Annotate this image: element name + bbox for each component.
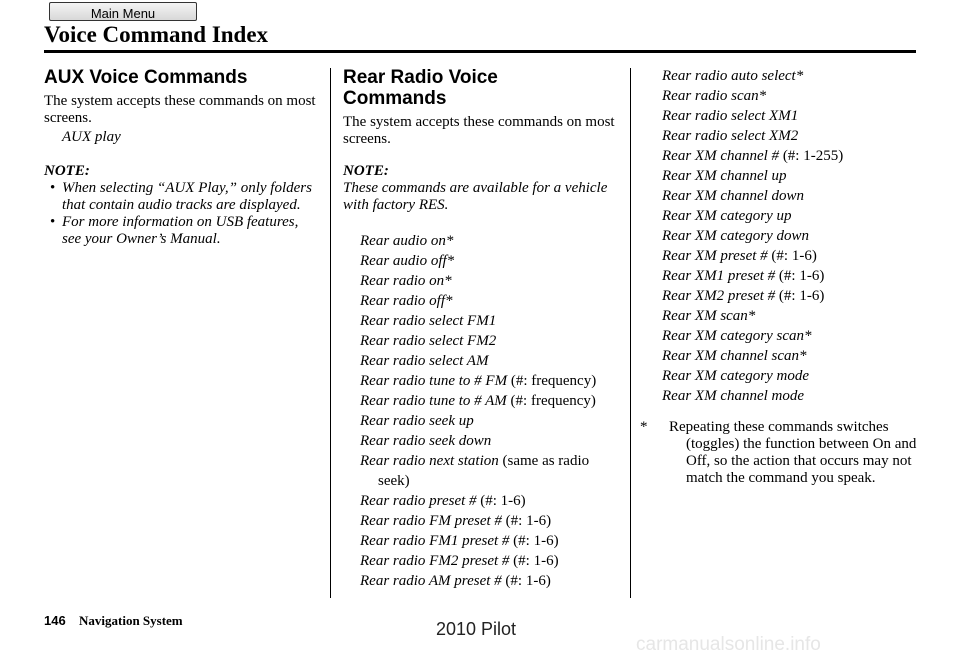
command-text: Rear XM category scan* — [662, 328, 812, 344]
rear-radio-note-text: These commands are available for a vehicle with factory RES. — [343, 180, 608, 213]
command-text: Rear XM category mode — [662, 368, 810, 384]
command-text: Rear audio on* — [360, 233, 454, 249]
command-text: Rear radio preset # — [360, 493, 477, 509]
command-item — [360, 331, 623, 351]
command-item — [360, 431, 623, 451]
command-item — [360, 551, 623, 571]
command-note: (#: frequency) — [507, 373, 597, 389]
column-divider-2 — [630, 68, 631, 598]
command-item — [662, 86, 930, 106]
aux-command: AUX play — [62, 129, 121, 145]
command-note: (#: 1-255) — [779, 148, 844, 164]
command-item — [360, 451, 623, 491]
command-item — [662, 66, 930, 86]
command-item — [360, 351, 623, 371]
command-text: Rear radio seek up — [360, 413, 474, 429]
command-item — [662, 226, 930, 246]
main-menu-button[interactable]: Main Menu — [49, 2, 197, 21]
rear-radio-heading-line1: Rear Radio Voice — [343, 67, 498, 88]
column-divider-1 — [330, 68, 331, 598]
command-item — [360, 491, 623, 511]
command-text: Rear XM channel up — [662, 168, 787, 184]
site-watermark: carmanualsonline.info — [636, 634, 821, 655]
command-item — [662, 346, 930, 366]
rear-radio-heading — [343, 67, 623, 109]
command-text: Rear radio off* — [360, 293, 453, 309]
command-text: Rear radio select FM1 — [360, 313, 497, 329]
command-text: Rear radio tune to # AM — [360, 393, 507, 409]
command-text: Rear radio scan* — [662, 88, 767, 104]
command-item — [360, 391, 623, 411]
command-text: Rear audio off* — [360, 253, 455, 269]
command-item — [360, 411, 623, 431]
command-item — [360, 311, 623, 331]
command-item — [662, 306, 930, 326]
command-text: Rear radio select XM1 — [662, 108, 799, 124]
command-text: Rear radio FM preset # — [360, 513, 502, 529]
aux-note-item: • When selecting “AUX Play,” only folders that contain audio tracks are displayed. — [44, 180, 320, 214]
title-divider — [44, 50, 916, 53]
command-text: Rear radio AM preset # — [360, 573, 502, 589]
command-text: Rear radio seek down — [360, 433, 492, 449]
command-text: Rear XM category down — [662, 228, 810, 244]
aux-notes-list — [44, 180, 320, 248]
command-text: Rear radio FM1 preset # — [360, 533, 510, 549]
command-item — [360, 571, 623, 591]
command-text: Rear XM preset # — [662, 248, 768, 264]
command-item — [662, 366, 930, 386]
rear-radio-heading-line2: Commands — [343, 88, 447, 109]
command-text: Rear XM channel down — [662, 188, 805, 204]
footnote-mark: * — [640, 419, 648, 435]
command-text: Rear XM scan* — [662, 308, 756, 324]
command-text: Rear XM channel scan* — [662, 348, 807, 364]
command-item — [662, 386, 930, 406]
rear-radio-note-label: NOTE: — [343, 163, 389, 179]
command-note: (#: 1-6) — [767, 248, 817, 264]
command-item — [662, 246, 930, 266]
aux-section — [44, 62, 320, 248]
page-title: Voice Command Index — [44, 22, 269, 47]
command-item — [360, 271, 623, 291]
command-text: Rear radio select XM2 — [662, 128, 799, 144]
command-text: Rear radio next station — [360, 453, 499, 469]
command-text: Rear XM channel mode — [662, 388, 805, 404]
command-text: Rear XM channel # — [662, 148, 780, 164]
page-label: Navigation System — [79, 613, 183, 628]
command-item — [360, 291, 623, 311]
command-note: (#: 1-6) — [476, 493, 526, 509]
command-item — [662, 206, 930, 226]
command-item — [662, 326, 930, 346]
command-note: (#: frequency) — [506, 393, 596, 409]
command-text: Rear radio select FM2 — [360, 333, 497, 349]
command-note: (#: 1-6) — [501, 513, 552, 529]
command-item — [662, 106, 930, 126]
command-note: (same as radio seek) — [378, 453, 590, 489]
command-item — [360, 251, 623, 271]
command-text: Rear XM1 preset # — [662, 268, 776, 284]
aux-intro: The system accepts these commands on most screens. — [44, 93, 316, 126]
command-item — [662, 266, 930, 286]
command-note: (#: 1-6) — [775, 288, 825, 304]
rear-radio-command-list — [360, 231, 623, 591]
command-text: Rear radio select AM — [360, 353, 489, 369]
rear-radio-intro: The system accepts these commands on most screens. — [343, 114, 615, 147]
command-item — [662, 146, 930, 166]
command-item — [662, 126, 930, 146]
command-note: (#: 1-6) — [509, 533, 559, 549]
command-text: Rear radio tune to # FM — [360, 373, 508, 389]
command-item — [662, 186, 930, 206]
command-note: (#: 1-6) — [501, 573, 551, 589]
command-item — [662, 166, 930, 186]
command-note: (#: 1-6) — [509, 553, 559, 569]
command-text: Rear XM2 preset # — [662, 288, 776, 304]
aux-heading: AUX Voice Commands — [44, 67, 248, 88]
command-item — [360, 511, 623, 531]
aux-note-item: • For more information on USB features, see your Owner’s Manual. — [44, 214, 320, 248]
rear-radio-section — [343, 62, 623, 591]
command-item — [662, 286, 930, 306]
rear-radio-command-list-continued — [662, 66, 930, 406]
command-item — [360, 231, 623, 251]
command-item — [360, 531, 623, 551]
footnote-text: Repeating these commands switches (toggles) the function between On and Off, so the action that occurs may not match the command you speak. — [669, 419, 917, 486]
rear-radio-section-continued — [640, 62, 930, 487]
aux-note-label: NOTE: — [44, 163, 90, 179]
footnote — [640, 419, 930, 487]
command-text: Rear radio auto select* — [662, 68, 804, 84]
model-watermark: 2010 Pilot — [436, 619, 517, 639]
command-text: Rear radio FM2 preset # — [360, 553, 510, 569]
command-item — [360, 371, 623, 391]
command-text: Rear XM category up — [662, 208, 792, 224]
command-text: Rear radio on* — [360, 273, 452, 289]
page-number: 146 — [44, 613, 66, 628]
command-note: (#: 1-6) — [775, 268, 825, 284]
